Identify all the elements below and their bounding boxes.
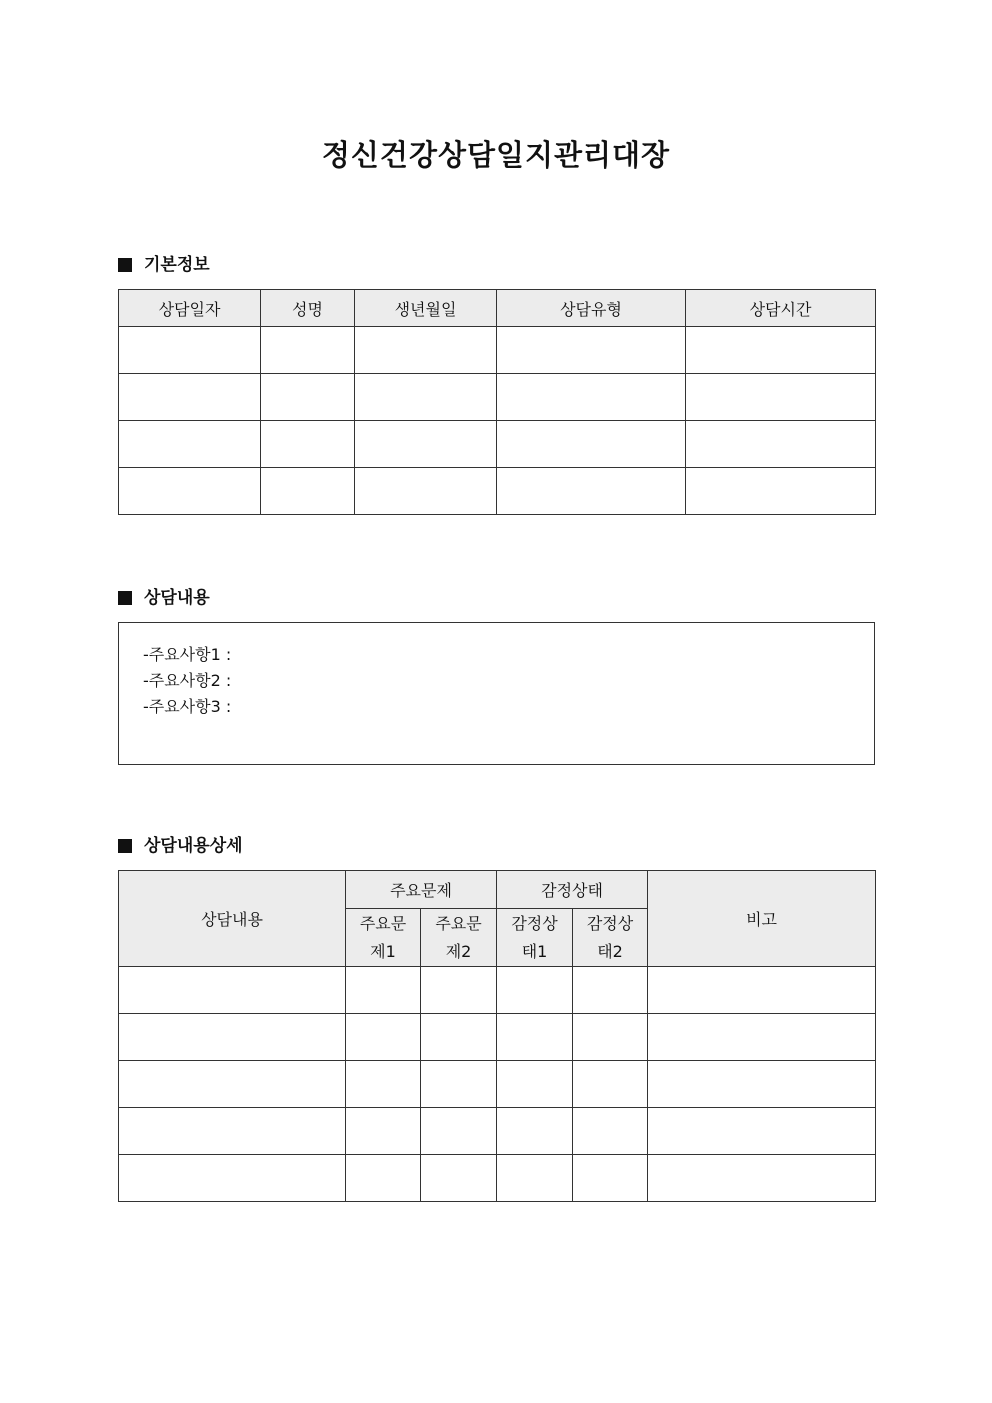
table-cell[interactable]: [573, 1014, 648, 1061]
table-row: [119, 468, 876, 515]
basic-info-heading-label: 기본정보: [144, 255, 210, 275]
square-bullet-icon: [118, 839, 132, 853]
key-item-1: -주요사항1 :: [143, 645, 232, 664]
table-cell[interactable]: [497, 1061, 573, 1108]
counseling-detail-heading: [118, 834, 243, 858]
table-cell[interactable]: [346, 1061, 421, 1108]
table-cell[interactable]: [346, 1155, 421, 1202]
table-cell[interactable]: [497, 1014, 573, 1061]
table-cell[interactable]: [119, 1061, 346, 1108]
counseling-content-heading: [118, 586, 210, 610]
table-row: [119, 327, 876, 374]
table-cell[interactable]: [119, 1014, 346, 1061]
column-header-main-issue: 주요문제: [346, 871, 497, 909]
table-cell[interactable]: [497, 374, 686, 421]
table-cell[interactable]: [686, 468, 876, 515]
table-cell[interactable]: [261, 327, 355, 374]
table-row: [119, 374, 876, 421]
table-cell[interactable]: [497, 468, 686, 515]
counseling-detail-table: [118, 870, 876, 1202]
column-header-content: 상담내용: [119, 871, 346, 967]
column-header-emotion-2: 감정상 태2: [573, 909, 648, 967]
counseling-detail-heading-label: 상담내용상세: [144, 836, 243, 856]
table-cell[interactable]: [497, 1155, 573, 1202]
counseling-content-heading-label: 상담내용: [144, 588, 210, 608]
table-cell[interactable]: [119, 374, 261, 421]
table-cell[interactable]: [346, 967, 421, 1014]
table-cell[interactable]: [355, 468, 497, 515]
table-cell[interactable]: [261, 421, 355, 468]
table-cell[interactable]: [648, 1061, 876, 1108]
table-row: [119, 421, 876, 468]
table-cell[interactable]: [421, 967, 497, 1014]
table-row: [119, 967, 876, 1014]
counseling-content-box[interactable]: [118, 622, 875, 765]
table-cell[interactable]: [346, 1108, 421, 1155]
column-header-date: 상담일자: [119, 290, 261, 327]
column-header-type: 상담유형: [497, 290, 686, 327]
basic-info-header-row: [119, 290, 876, 327]
table-cell[interactable]: [421, 1155, 497, 1202]
table-cell[interactable]: [497, 327, 686, 374]
table-cell[interactable]: [573, 967, 648, 1014]
column-header-emotion-1: 감정상 태1: [497, 909, 573, 967]
table-row: [119, 1061, 876, 1108]
table-cell[interactable]: [421, 1014, 497, 1061]
table-cell[interactable]: [355, 421, 497, 468]
table-cell[interactable]: [119, 967, 346, 1014]
table-cell[interactable]: [686, 374, 876, 421]
table-row: [119, 1155, 876, 1202]
column-header-name: 성명: [261, 290, 355, 327]
key-item-2: -주요사항2 :: [143, 671, 232, 690]
table-cell[interactable]: [119, 1108, 346, 1155]
table-cell[interactable]: [573, 1155, 648, 1202]
table-cell[interactable]: [648, 1108, 876, 1155]
table-cell[interactable]: [355, 327, 497, 374]
table-cell[interactable]: [355, 374, 497, 421]
table-cell[interactable]: [119, 1155, 346, 1202]
table-cell[interactable]: [573, 1061, 648, 1108]
square-bullet-icon: [118, 591, 132, 605]
table-cell[interactable]: [497, 967, 573, 1014]
table-cell[interactable]: [686, 327, 876, 374]
table-cell[interactable]: [648, 967, 876, 1014]
table-cell[interactable]: [421, 1061, 497, 1108]
column-header-main-issue-1: 주요문 제1: [346, 909, 421, 967]
basic-info-table: [118, 289, 876, 515]
basic-info-heading: [118, 253, 210, 277]
column-header-emotion: 감정상태: [497, 871, 648, 909]
column-header-birthdate: 생년월일: [355, 290, 497, 327]
table-row: [119, 1108, 876, 1155]
table-cell[interactable]: [497, 1108, 573, 1155]
table-cell[interactable]: [261, 468, 355, 515]
table-cell[interactable]: [346, 1014, 421, 1061]
table-cell[interactable]: [119, 327, 261, 374]
table-cell[interactable]: [119, 468, 261, 515]
detail-header-row-1: [119, 871, 876, 909]
key-item-3: -주요사항3 :: [143, 697, 232, 716]
table-cell[interactable]: [261, 374, 355, 421]
table-cell[interactable]: [497, 421, 686, 468]
table-row: [119, 1014, 876, 1061]
table-cell[interactable]: [119, 421, 261, 468]
column-header-time: 상담시간: [686, 290, 876, 327]
table-cell[interactable]: [573, 1108, 648, 1155]
document-title: 정신건강상담일지관리대장: [321, 138, 671, 172]
table-cell[interactable]: [421, 1108, 497, 1155]
column-header-main-issue-2: 주요문 제2: [421, 909, 497, 967]
table-cell[interactable]: [686, 421, 876, 468]
square-bullet-icon: [118, 258, 132, 272]
table-cell[interactable]: [648, 1014, 876, 1061]
table-cell[interactable]: [648, 1155, 876, 1202]
column-header-remarks: 비고: [648, 871, 876, 967]
